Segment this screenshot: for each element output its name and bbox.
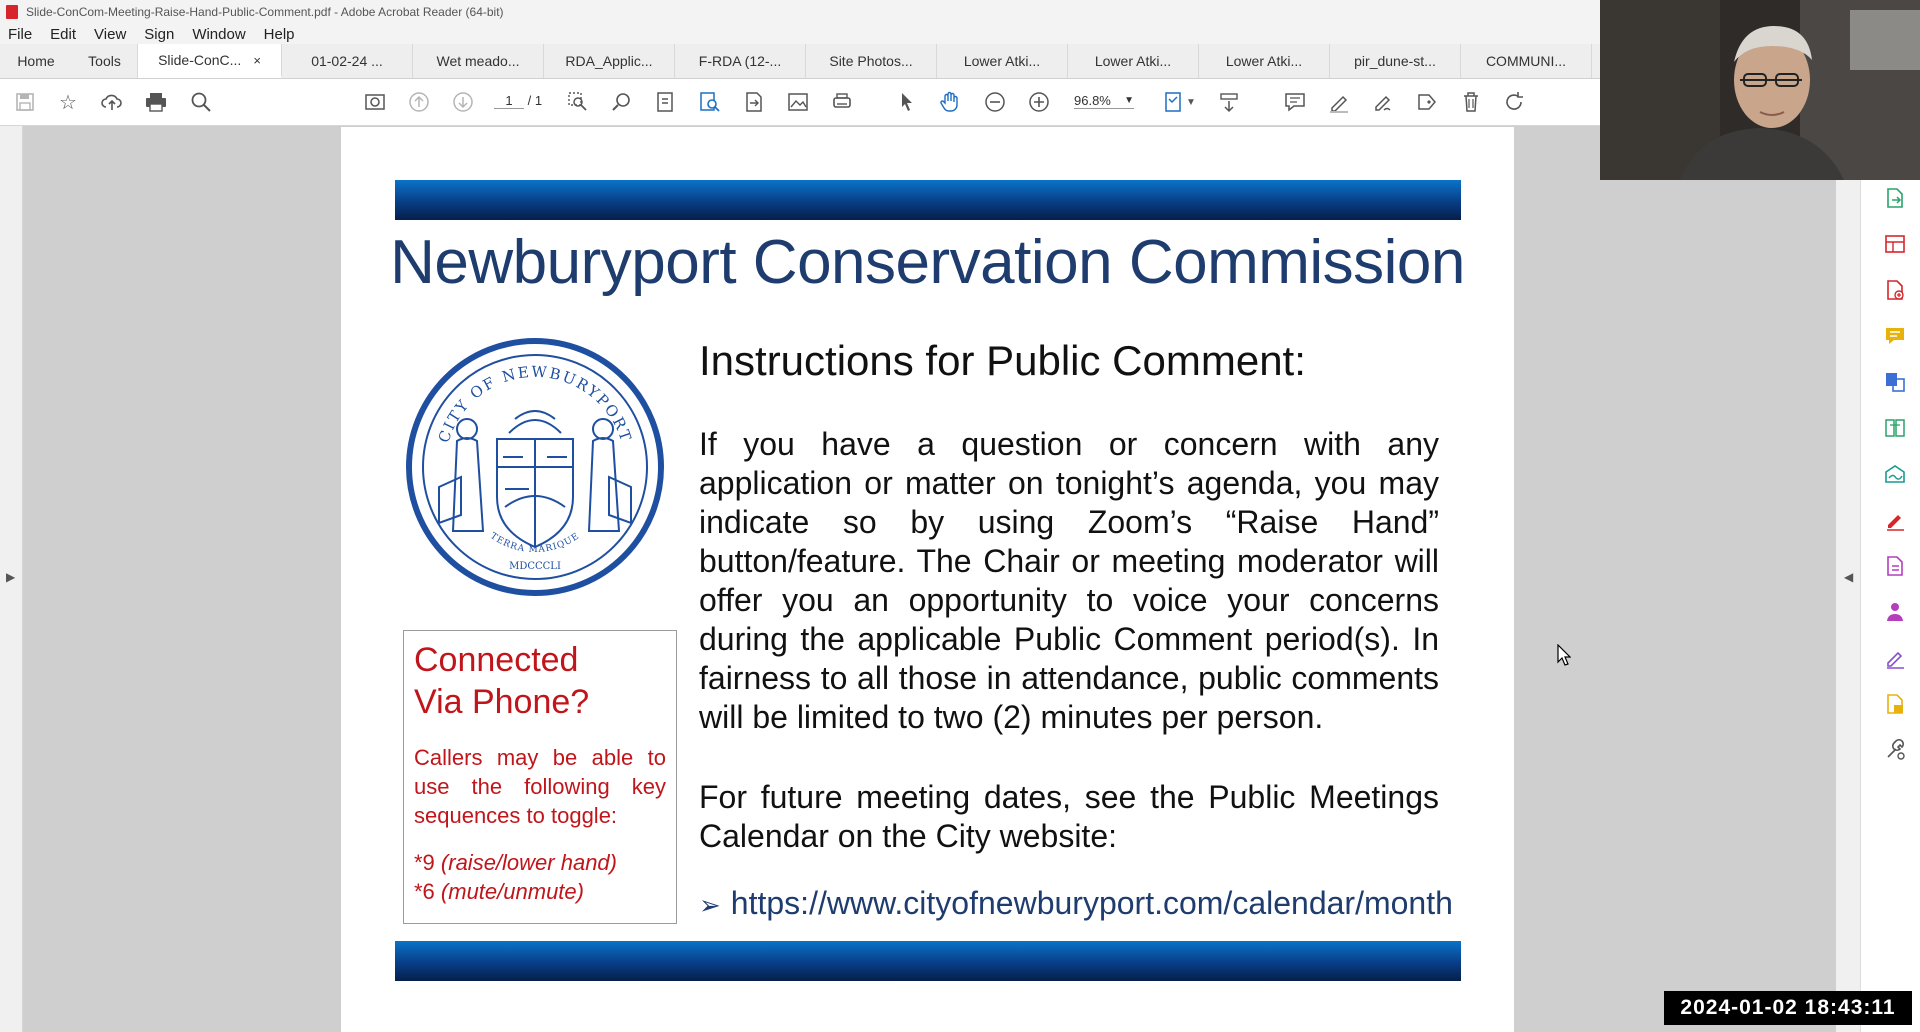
- tab-document[interactable]: pir_dune-st...: [1330, 44, 1461, 78]
- find-zoom-icon[interactable]: [188, 89, 214, 115]
- phone-key-code: *9: [414, 850, 435, 875]
- phone-box-title-line1: Connected: [414, 641, 579, 679]
- create-pdf-tool-icon[interactable]: [1883, 278, 1907, 302]
- save-icon[interactable]: [12, 89, 38, 115]
- phone-key-action: (raise/lower hand): [440, 850, 617, 875]
- tab-tools[interactable]: Tools: [72, 44, 138, 78]
- zoom-in-icon[interactable]: [1026, 89, 1052, 115]
- footer-band: [395, 941, 1461, 981]
- close-tab-icon[interactable]: ×: [253, 52, 261, 68]
- organize-pages-tool-icon[interactable]: [1883, 416, 1907, 440]
- menu-file[interactable]: File: [8, 25, 33, 43]
- phone-key-raise-hand: [414, 848, 666, 877]
- rotate-redo-icon[interactable]: [1502, 89, 1528, 115]
- select-cursor-icon[interactable]: [894, 89, 920, 115]
- menu-view[interactable]: View: [94, 25, 127, 43]
- arrow-bullet-icon: ➢: [699, 890, 721, 920]
- header-band: [395, 180, 1461, 220]
- tag-label-icon[interactable]: [1414, 89, 1440, 115]
- menu-edit[interactable]: Edit: [50, 25, 77, 43]
- zoom-value: 96.8%: [1074, 93, 1111, 108]
- calendar-text: For future meeting dates, see the Public Meetings Calendar on the City website:: [699, 779, 1439, 854]
- tab-document[interactable]: COMMUNI...: [1461, 44, 1592, 78]
- print-icon[interactable]: [143, 89, 169, 115]
- calendar-url-line: [699, 885, 1453, 922]
- tab-document[interactable]: Lower Atki...: [1068, 44, 1199, 78]
- previous-page-icon[interactable]: [406, 89, 432, 115]
- webcam-video-overlay: [1600, 0, 1920, 180]
- window-titlebar: [0, 0, 1600, 24]
- seal-year: MDCCCLI: [509, 561, 561, 572]
- instructions-body: If you have a question or concern with any application or matter on tonight’s agenda, you may indicate so by using Zoom’s “Raise Hand” button/feature. The Chair or meeting moderator will offer you an opportunity to voice your concerns during the applicable Public Comment period(s). In fairness to all those in attendance, public comments will be limited to two (2) minutes per person.: [699, 426, 1439, 735]
- next-page-icon[interactable]: [450, 89, 476, 115]
- page-total: / 1: [527, 93, 543, 108]
- acrobat-pdf-icon: [6, 5, 18, 19]
- tab-document[interactable]: Site Photos...: [806, 44, 937, 78]
- collapse-right-pane-icon[interactable]: ◀: [1844, 570, 1854, 584]
- phone-key-mute: [414, 877, 666, 906]
- expand-left-pane-icon[interactable]: ▶: [6, 570, 16, 584]
- combine-files-tool-icon[interactable]: [1883, 370, 1907, 394]
- more-tools-icon[interactable]: [1883, 738, 1907, 762]
- fill-and-sign-tool-icon[interactable]: [1883, 508, 1907, 532]
- tab-bar: [0, 44, 1600, 79]
- phone-box-title-line2: Via Phone?: [414, 683, 590, 721]
- page-display-chevron-icon[interactable]: ▼: [1186, 96, 1196, 108]
- request-signatures-tool-icon[interactable]: [1883, 600, 1907, 624]
- right-pane-strip: [1836, 126, 1860, 1032]
- hand-tool-icon[interactable]: [937, 89, 963, 115]
- calendar-url[interactable]: https://www.cityofnewburyport.com/calendar/month: [730, 885, 1453, 921]
- protect-tool-icon[interactable]: [1883, 554, 1907, 578]
- chevron-down-icon: ▼: [1124, 95, 1134, 106]
- window-title: Slide-ConCom-Meeting-Raise-Hand-Public-Comment.pdf - Adobe Acrobat Reader (64-bit): [26, 5, 504, 19]
- print-production-icon[interactable]: [829, 89, 855, 115]
- marquee-zoom-icon[interactable]: [565, 89, 591, 115]
- phone-key-code: *6: [414, 879, 435, 904]
- page-number-input[interactable]: 1: [494, 93, 524, 109]
- zoom-level-select[interactable]: [1074, 93, 1134, 109]
- menu-sign[interactable]: Sign: [144, 25, 175, 43]
- menu-bar: [0, 24, 1600, 44]
- page-fit-icon[interactable]: [652, 89, 678, 115]
- menu-help[interactable]: Help: [263, 25, 295, 43]
- delete-trash-icon[interactable]: [1458, 89, 1484, 115]
- export-pdf-icon[interactable]: [741, 89, 767, 115]
- phone-info-box: [403, 630, 677, 924]
- export-pdf-tool-icon[interactable]: [1883, 186, 1907, 210]
- tab-document-label: Slide-ConC...: [158, 52, 242, 68]
- tools-pane: [1860, 126, 1920, 1032]
- tab-document[interactable]: F-RDA (12-...: [675, 44, 806, 78]
- mouse-cursor-icon: [1557, 644, 1571, 666]
- find-text-icon[interactable]: [697, 89, 723, 115]
- seal-top-text: CITY OF NEWBURYPORT: [434, 362, 636, 445]
- recording-timestamp: 2024-01-02 18:43:11: [1664, 991, 1912, 1025]
- bookmark-star-icon[interactable]: ☆: [59, 91, 77, 114]
- phone-box-body: Callers may be able to use the following key sequences to toggle:: [414, 745, 666, 828]
- tab-document[interactable]: RDA_Applic...: [544, 44, 675, 78]
- tab-document-active[interactable]: [138, 44, 282, 78]
- pdf-page: [341, 127, 1514, 1032]
- highlight-pen-icon[interactable]: [1326, 89, 1352, 115]
- snapshot-camera-icon[interactable]: [362, 89, 388, 115]
- certificates-pen-tool-icon[interactable]: [1883, 646, 1907, 670]
- city-seal: [405, 337, 665, 597]
- tab-document[interactable]: Lower Atki...: [1199, 44, 1330, 78]
- image-export-icon[interactable]: [785, 89, 811, 115]
- tab-document[interactable]: 01-02-24 ...: [282, 44, 413, 78]
- tab-home[interactable]: Home: [17, 53, 55, 69]
- comment-tool-icon[interactable]: [1883, 324, 1907, 348]
- instructions-heading: Instructions for Public Comment:: [699, 337, 1306, 384]
- zoom-out-icon[interactable]: [982, 89, 1008, 115]
- upload-cloud-icon[interactable]: [99, 89, 125, 115]
- stamp-tool-icon[interactable]: [1883, 692, 1907, 716]
- phone-key-action: (mute/unmute): [440, 879, 584, 904]
- slide-title: Newburyport Conservation Commission: [390, 228, 1465, 297]
- fill-sign-icon[interactable]: [1370, 89, 1396, 115]
- send-for-signature-tool-icon[interactable]: [1883, 462, 1907, 486]
- page-navigator: [494, 93, 542, 109]
- seal-motto: TERRA MARIQUE: [488, 531, 582, 556]
- comment-icon[interactable]: [1282, 89, 1308, 115]
- tab-document[interactable]: Lower Atki...: [937, 44, 1068, 78]
- scrolling-mode-icon[interactable]: [1216, 89, 1242, 115]
- tab-document[interactable]: Wet meado...: [413, 44, 544, 78]
- menu-window[interactable]: Window: [192, 25, 246, 43]
- left-nav-pane: [0, 126, 23, 1032]
- edit-pdf-tool-icon[interactable]: [1883, 232, 1907, 256]
- zoom-search-icon[interactable]: [609, 89, 635, 115]
- main-toolbar: [0, 79, 1600, 126]
- webcam-person-image: [1600, 0, 1920, 180]
